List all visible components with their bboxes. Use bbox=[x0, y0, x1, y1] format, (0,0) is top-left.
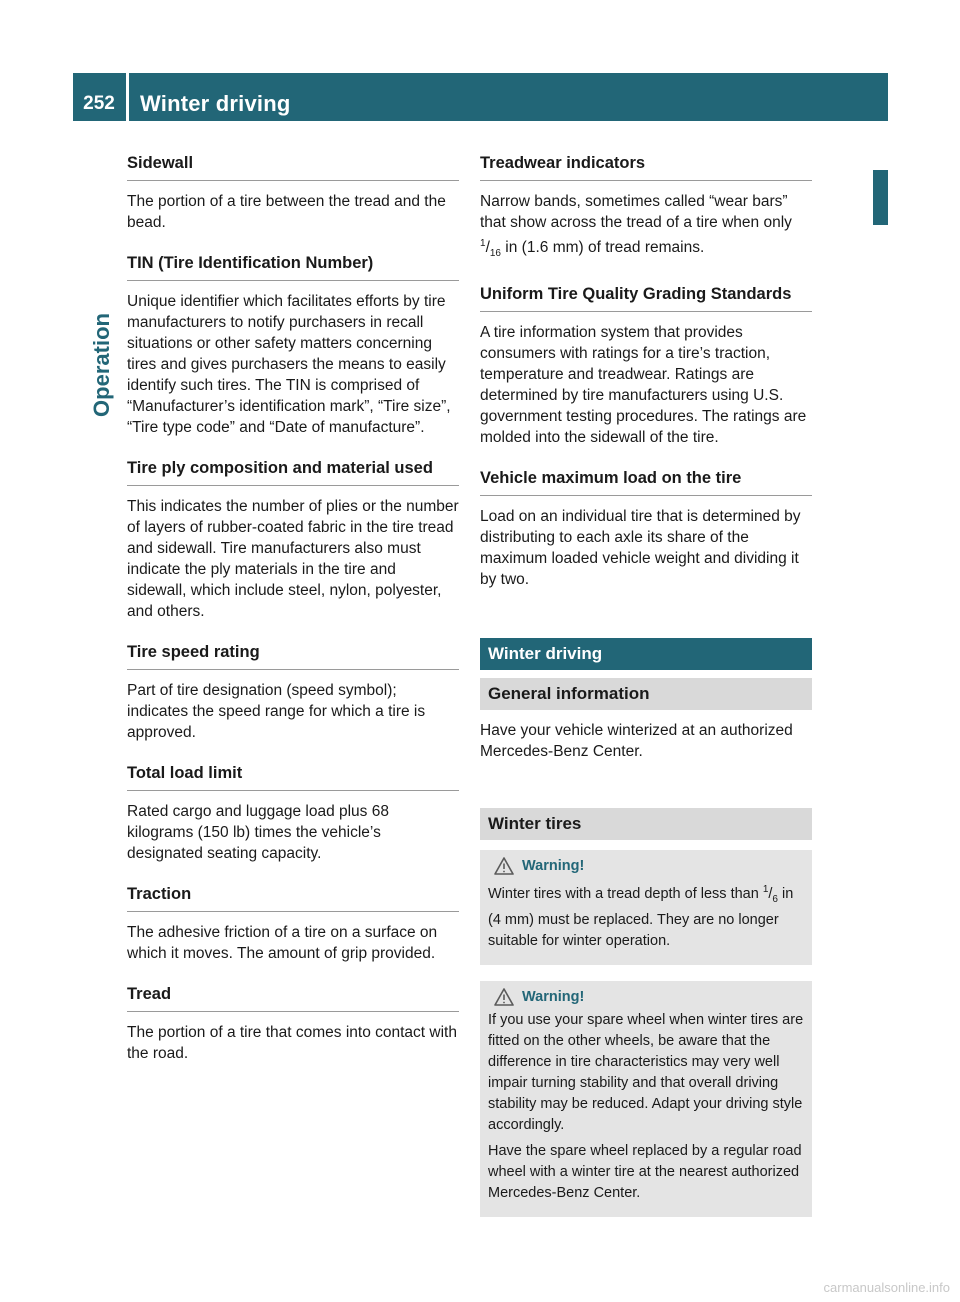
term-definition: The adhesive friction of a tire on a surface on which it moves. The amount of grip provided. bbox=[127, 924, 438, 962]
warning-title-row bbox=[488, 856, 804, 877]
fraction-separator: / bbox=[768, 886, 773, 903]
warning-text: If you use your spare wheel when winter tires are fitted on the other wheels, be aware that the difference in tire characteristics may very well impair turning stability and that overall driving stability may be reduced. Adapt your driving style accordingly. bbox=[488, 1011, 804, 1133]
term-heading: Sidewall bbox=[127, 145, 459, 181]
subsection-heading: Winter tires bbox=[480, 808, 812, 840]
warning-box bbox=[480, 850, 812, 965]
side-tab-marker bbox=[873, 170, 888, 225]
term-heading: Tire speed rating bbox=[127, 634, 459, 670]
warning-title: Warning! bbox=[522, 988, 585, 1005]
term-definition bbox=[480, 191, 812, 264]
warning-triangle-icon bbox=[494, 857, 514, 875]
term-definition: The portion of a tire that comes into contact with the road. bbox=[127, 1024, 457, 1062]
page-number: 252 bbox=[83, 93, 115, 114]
term-definition: Unique identifier which facilitates efforts by tire manufacturers to notify purchasers in recall situations or other safety matters concerning tires and gives purchasers the means to easily identify such tires. The TIN is comprised of “Manufacturer’s identification mark”, “Tire size”, “Tire type code” and “Date of manufacture”. bbox=[127, 293, 451, 436]
warning-box bbox=[480, 981, 812, 1217]
warning-text: Have the spare wheel replaced by a regular road wheel with a winter tire at the nearest authorized Mercedes-Benz Center. bbox=[488, 1142, 802, 1201]
header-divider bbox=[126, 73, 129, 121]
fraction-numerator: 1 bbox=[762, 884, 769, 896]
right-column bbox=[480, 145, 812, 1217]
fraction-separator: / bbox=[485, 239, 490, 257]
fraction bbox=[480, 238, 501, 260]
subsection-heading: General information bbox=[480, 678, 812, 710]
warning-triangle-icon bbox=[494, 988, 514, 1006]
page-title: Winter driving bbox=[140, 91, 291, 116]
definition-text: Narrow bands, sometimes called “wear bars” that show across the tread of a tire when only bbox=[480, 193, 792, 231]
term-definition: A tire information system that provides consumers with ratings for a tire’s traction, temperature and treadwear. Ratings are determined by tire manufacturers using U.S. government testing procedures. The ratings are molded into the sidewall of the tire. bbox=[480, 324, 807, 447]
left-column bbox=[127, 145, 459, 1076]
term-heading: Tire ply composition and material used bbox=[127, 450, 459, 486]
term-heading: Vehicle maximum load on the tire bbox=[480, 460, 812, 496]
warning-text-part: Winter tires with a tread depth of less than bbox=[488, 886, 763, 903]
fraction-denominator: 6 bbox=[772, 893, 778, 905]
definition-text: in (1.6 mm) of tread remains. bbox=[501, 239, 705, 257]
fraction-numerator: 1 bbox=[480, 238, 486, 249]
term-heading: TIN (Tire Identification Number) bbox=[127, 245, 459, 281]
term-heading: Uniform Tire Quality Grading Standards bbox=[480, 276, 812, 312]
side-tab-label-wrap bbox=[84, 245, 120, 485]
warning-title: Warning! bbox=[522, 858, 585, 875]
term-definition: Load on an individual tire that is determined by distributing to each axle its share of the maximum loaded vehicle weight and dividing it by two. bbox=[480, 508, 801, 589]
warning-title-row bbox=[488, 987, 804, 1008]
term-heading: Treadwear indicators bbox=[480, 145, 812, 181]
term-heading: Traction bbox=[127, 876, 459, 912]
footer-watermark: carmanualsonline.info bbox=[823, 1280, 950, 1295]
warning-text-part: in (4 mm) must be replaced. They are no longer suitable for winter operation. bbox=[488, 886, 794, 949]
section-heading: Winter driving bbox=[480, 638, 812, 670]
term-definition: The portion of a tire between the tread and the bead. bbox=[127, 193, 446, 231]
warning-text bbox=[488, 879, 804, 952]
term-heading: Total load limit bbox=[127, 755, 459, 791]
term-definition: This indicates the number of plies or the number of layers of rubber-coated fabric in the tire tread and sidewall. Tire manufacturers also must indicate the ply materials in the tire and sidewall, which include steel, nylon, polyester, and others. bbox=[127, 498, 459, 620]
section-text: Have your vehicle winterized at an authorized Mercedes-Benz Center. bbox=[480, 722, 793, 761]
fraction bbox=[762, 884, 778, 905]
term-definition: Rated cargo and luggage load plus 68 kilograms (150 lb) times the vehicle’s designated seating capacity. bbox=[127, 803, 389, 862]
side-tab-label: Operation bbox=[89, 313, 114, 417]
term-definition: Part of tire designation (speed symbol); indicates the speed range for which a tire is approved. bbox=[127, 682, 426, 741]
term-heading: Tread bbox=[127, 976, 459, 1012]
fraction-denominator: 16 bbox=[489, 248, 501, 260]
